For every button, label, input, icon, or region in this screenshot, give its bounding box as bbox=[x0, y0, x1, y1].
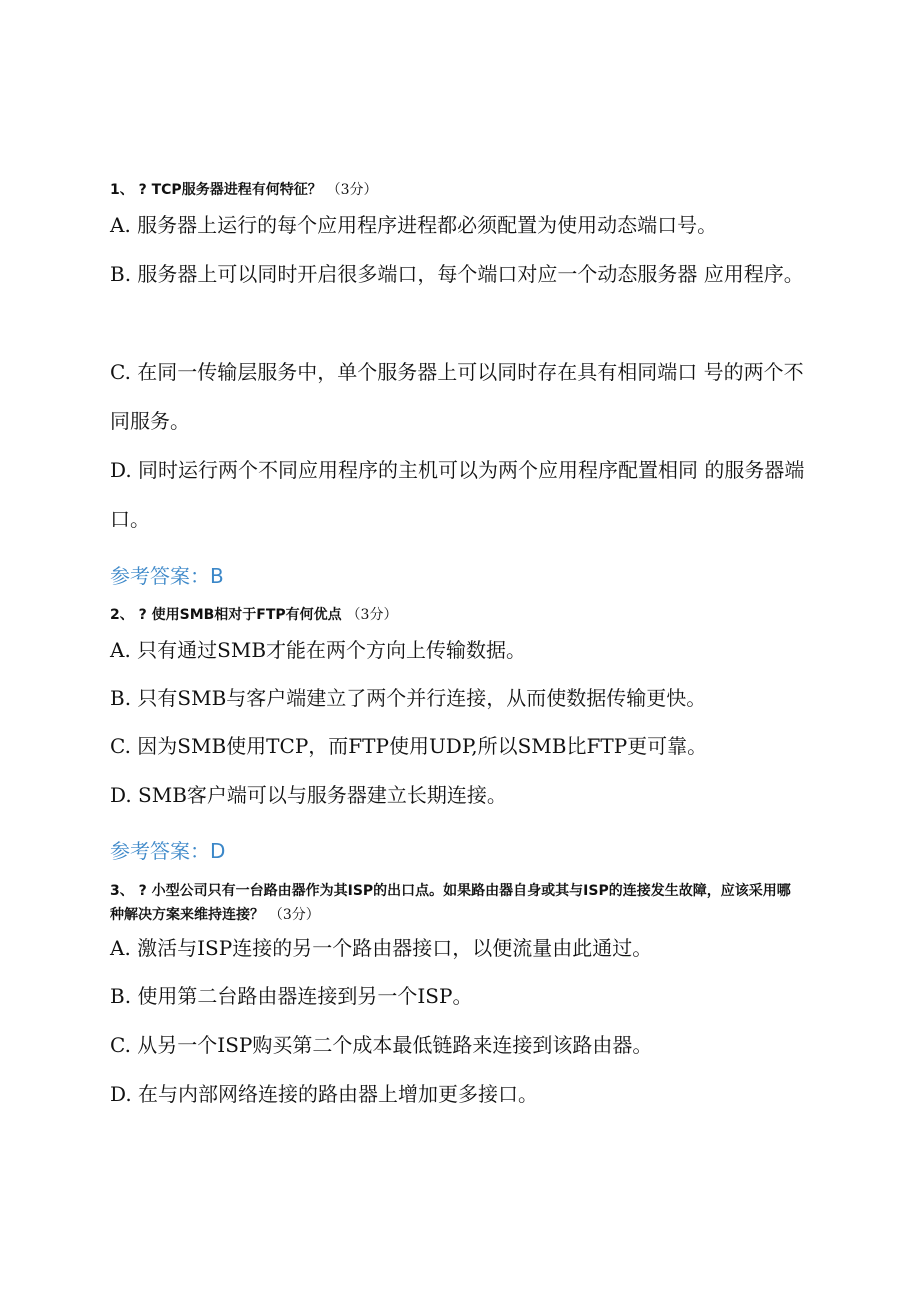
question-3-option-a[interactable]: A. 激活与ISP连接的另一个路由器接口，以便流量由此通过。 bbox=[110, 936, 653, 960]
question-3-stem bbox=[110, 879, 800, 927]
question-1-option-a[interactable]: A. 服务器上运行的每个应用程序进程都必须配置为使用动态端口号。 bbox=[110, 213, 718, 237]
question-2-text: 2、 ? 使用SMB相对于FTP有何优点 bbox=[110, 607, 342, 623]
question-2-option-c[interactable]: C. 因为SMB使用TCP，而FTP使用UDP,所以SMB比FTP更可靠。 bbox=[110, 734, 708, 758]
question-1-score: （3分） bbox=[326, 182, 378, 198]
question-1-answer: 参考答案：B bbox=[110, 564, 224, 588]
question-3-score: （3分） bbox=[268, 907, 320, 923]
question-3-option-d[interactable]: D. 在与内部网络连接的路由器上增加更多接口。 bbox=[110, 1082, 539, 1106]
question-3-option-b[interactable]: B. 使用第二台路由器连接到另一个ISP。 bbox=[110, 984, 473, 1008]
question-2-option-a[interactable]: A. 只有通过SMB才能在两个方向上传输数据。 bbox=[110, 638, 527, 662]
question-2-option-d[interactable]: D. SMB客户端可以与服务器建立长期连接。 bbox=[110, 783, 507, 807]
question-1-option-b[interactable]: B. 服务器上可以同时开启很多端口，每个端口对应一个动态服务器 应用程序。 bbox=[110, 262, 804, 286]
question-2-stem bbox=[110, 603, 810, 627]
question-1-option-c[interactable]: C. 在同一传输层服务中，单个服务器上可以同时存在具有相同端口 号的两个不同服务。 bbox=[110, 360, 804, 433]
question-2-score: （3分） bbox=[346, 607, 398, 623]
question-1-stem bbox=[110, 178, 810, 202]
question-1-text: 1、 ? TCP服务器进程有何特征？ bbox=[110, 182, 322, 198]
question-3-option-c[interactable]: C. 从另一个ISP购买第二个成本最低链路来连接到该路由器。 bbox=[110, 1033, 653, 1057]
question-2-option-b[interactable]: B. 只有SMB与客户端建立了两个并行连接，从而使数据传输更快。 bbox=[110, 686, 707, 710]
question-3-text: 3、 ? 小型公司只有一台路由器作为其ISP的出口点。如果路由器自身或其与ISP的连接发生故障，应该采用哪种解决方案来维持连接？ bbox=[110, 883, 791, 923]
question-1-option-d[interactable]: D. 同时运行两个不同应用程序的主机可以为两个应用程序配置相同 的服务器端口。 bbox=[110, 458, 805, 531]
question-2-answer: 参考答案：D bbox=[110, 839, 226, 863]
